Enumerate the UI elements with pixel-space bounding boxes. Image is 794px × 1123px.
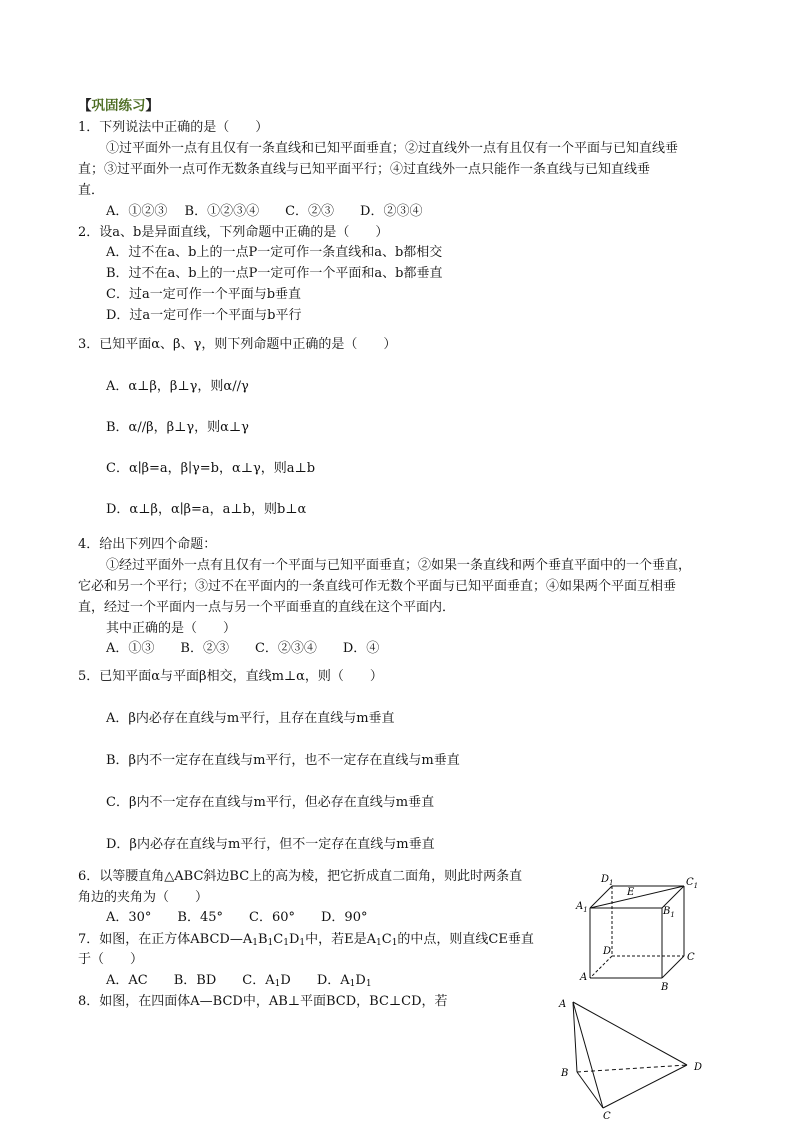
q7-stem-1: 7．如图，在正方体$ABCD—A_1B_1C_1D_1$中，若E是$A_1C_1$的中点，则直线CE垂直 [78, 932, 534, 948]
label-d: D [603, 946, 612, 957]
label-tetra-d: D [694, 1062, 703, 1073]
q6-options: A．30° B．45° C．60° D．90° [106, 910, 368, 925]
section-title: 【巩固练习】 [78, 98, 159, 114]
label-tetra-b: B [561, 1068, 569, 1079]
label-tetra-a: A [559, 999, 567, 1010]
edge-da [590, 956, 612, 978]
edge-bc [577, 1072, 603, 1108]
cube-figure [570, 868, 705, 993]
q5-option-c: C．β内不一定存在直线与m平行，但必存在直线与m垂直 [106, 795, 435, 810]
q5-stem: 5．已知平面α与平面β相交，直线m⊥α，则（ ） [78, 669, 383, 684]
q4-body-2: 它必和另一个平行；③过不在平面内的一条直线可作无数个平面与已知平面垂直；④如果两个平面互相垂 [78, 579, 677, 594]
q4-body-3: 直，经过一个平面内一点与另一个平面垂直的直线在这个平面内． [78, 600, 456, 615]
q8-stem: 8．如图，在四面体A—BCD中，AB⊥平面BCD，BC⊥CD，若 [78, 994, 448, 1009]
q3-option-a: A．α⊥β，β⊥γ，则α//γ [106, 379, 249, 394]
edge-c1b1 [662, 886, 684, 908]
q3-option-d: D．α⊥β，α∣β=a，a⊥b，则b⊥α [106, 502, 307, 517]
q6-stem-2: 角边的夹角为（ ） [78, 890, 209, 905]
tetrahedron-figure [555, 995, 725, 1120]
q3-option-b: B．α//β，β⊥γ，则α⊥γ [106, 420, 249, 435]
label-e: E [627, 887, 635, 898]
q2-option-a: A．过不在a、b上的一点P一定可作一条直线和a、b都相交 [106, 245, 443, 260]
q1-options: A．①②③ B．①②③④ C．②③ D．②③④ [106, 204, 423, 219]
q5-option-b: B．β内不一定存在直线与m平行，也不一定存在直线与m垂直 [106, 753, 460, 768]
q4-stem: 4．给出下列四个命题： [78, 537, 217, 552]
label-b1: $B_1$ [663, 906, 675, 919]
q7-stem-2: 于（ ） [78, 952, 144, 967]
label-a: A [580, 972, 588, 983]
q2-option-d: D．过a一定可作一个平面与b平行 [106, 308, 302, 323]
q4-options: A．①③ B．②③ C．②③④ D．④ [106, 641, 380, 656]
q1-body-2: 直；③过平面外一点可作无数条直线与已知平面平行；④过直线外一点只能作一条直线与已知直线垂 [78, 162, 651, 177]
q4-ask: 其中正确的是（ ） [106, 621, 237, 636]
edge-cb [662, 956, 684, 978]
edge-a1d1 [590, 886, 612, 908]
label-c1: $C_1$ [686, 877, 699, 890]
diag-a1c1 [590, 886, 684, 908]
q6-stem-1: 6．以等腰直角△ABC斜边BC上的高为棱，把它折成直二面角，则此时两条直 [78, 869, 523, 884]
q1-body-3: 直． [78, 183, 105, 198]
q7-options: A．AC B．BD C．$A_1D$ D．$A_1D_1$ [106, 973, 372, 989]
q4-body-1: ①经过平面外一点有且仅有一个平面与已知平面垂直；②如果一条直线和两个垂直平面中的一个垂直， [106, 558, 692, 573]
label-a1: $A_1$ [576, 901, 588, 914]
label-tetra-c: C [603, 1111, 611, 1120]
q1-stem: 1．下列说法中正确的是（ ） [78, 120, 269, 135]
q1-body-1: ①过平面外一点有且仅有一条直线和已知平面垂直；②过直线外一点有且仅有一个平面与已知直线垂 [106, 141, 679, 156]
edge-cd [603, 1065, 687, 1108]
label-c: C [687, 952, 695, 963]
edge-bd [577, 1065, 687, 1072]
q5-option-a: A．β内必存在直线与m平行，且存在直线与m垂直 [106, 711, 395, 726]
q3-option-c: C．α∣β=a，β∣γ=b，α⊥γ，则a⊥b [106, 461, 316, 476]
edge-ac [573, 1002, 603, 1108]
q2-option-c: C．过a一定可作一个平面与b垂直 [106, 287, 302, 302]
q5-option-d: D．β内必存在直线与m平行，但不一定存在直线与m垂直 [106, 837, 435, 852]
q2-option-b: B．过不在a、b上的一点P一定可作一个平面和a、b都垂直 [106, 266, 443, 281]
label-d1: $D_1$ [601, 874, 614, 887]
q2-stem: 2．设a、b是异面直线，下列命题中正确的是（ ） [78, 225, 389, 240]
q3-stem: 3．已知平面α、β、γ，则下列命题中正确的是（ ） [78, 337, 397, 352]
label-b: B [661, 982, 669, 993]
edge-ad [573, 1002, 687, 1065]
